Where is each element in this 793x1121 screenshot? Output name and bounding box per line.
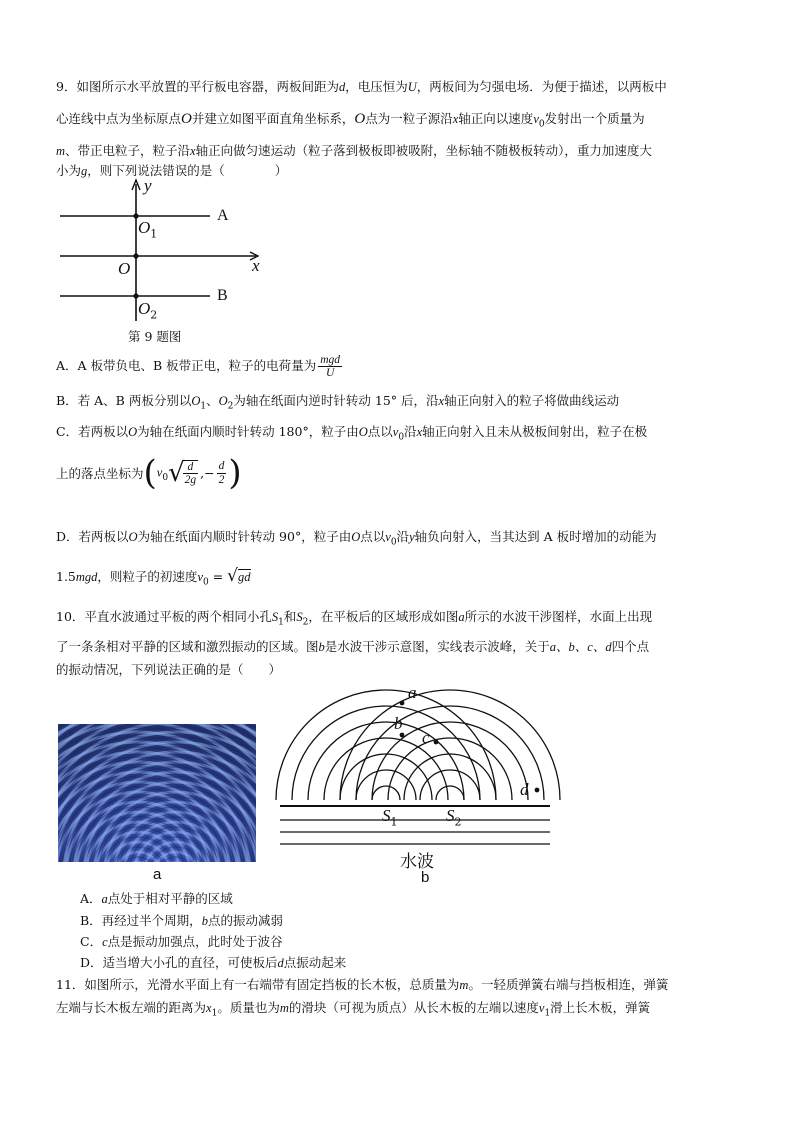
- o1-label: $O_1$: [138, 218, 158, 241]
- q10-stem-line-2: 了一条条相对平静的区域和激烈振动的区域。图b是水波干涉示意图，实线表示波峰，关于a、b、c、d四个点: [56, 639, 650, 654]
- q9-option-d: D．若两板以O为轴在纸面内顺时针转动 90°，粒子由O点以$v_0$沿y轴负向射入，当其达到 A 板时增加的动能为: [56, 529, 657, 548]
- water-wave-label: 水波: [400, 852, 434, 871]
- plate-a-label: A: [217, 207, 229, 224]
- point-d-dot: [535, 788, 540, 793]
- s1-label: $S_1$: [382, 806, 398, 829]
- wave-crest-arc: [388, 738, 512, 800]
- sqrt-symbol-2: √: [227, 566, 238, 586]
- interference-photo: [58, 724, 256, 862]
- point-a-label: a: [408, 683, 417, 702]
- q10-stem-line-3: 的振动情况，下列说法正确的是（ ）: [56, 662, 282, 677]
- y-fraction: $\frac{d}{2}$: [218, 460, 225, 486]
- wave-crest-arc: [436, 786, 464, 800]
- figure-b-label: b: [421, 869, 430, 886]
- point-b-label: b: [394, 714, 403, 733]
- q11-stem-line-1: 11．如图所示，光滑水平面上有一右端带有固定挡板的长木板，总质量为m。一轻质弹簧右端与挡板相连，弹簧: [56, 977, 669, 992]
- q9-option-c: C．若两板以O为轴在纸面内顺时针转动 180°，粒子由O点以$v_0$沿x轴正向射入且未从极板间射出，粒子在极: [56, 424, 648, 443]
- y-axis-label: y: [144, 176, 152, 195]
- interference-photo-drawing: [58, 724, 256, 862]
- point-o: [133, 253, 138, 258]
- wave-crest-arc: [340, 754, 432, 800]
- interference-diagram: [274, 686, 564, 851]
- charge-fraction: $\frac{\text{mgd}}{U}$: [320, 354, 341, 380]
- q9-option-a: A．A 板带负电、B 板带正电，粒子的电荷量为 $\frac{\text{mgd}}{U}$: [56, 354, 341, 380]
- point-o2: [133, 293, 138, 298]
- q10-option-d: D．适当增大小孔的直径，可使板后d点振动起来: [80, 955, 347, 970]
- q9-stem-line-1: 9．如图所示水平放置的平行板电容器，两板间距为d，电压恒为U，两板间为匀强电场．为便于描述，以两板中: [56, 79, 667, 94]
- q10-option-c: C．c点是振动加强点，此时处于波谷: [80, 934, 283, 949]
- left-paren: (: [143, 453, 157, 493]
- point-c-dot: [434, 740, 439, 745]
- wave-crest-arc: [372, 786, 400, 800]
- sqrt-symbol: √: [168, 458, 185, 488]
- s2-label: $S_2$: [446, 806, 462, 829]
- right-paren: ): [228, 453, 242, 493]
- q9-option-d-line-2: 1.5mgd，则粒子的初速度$v_0 = √gd$: [56, 566, 251, 588]
- point-a-dot: [400, 701, 405, 706]
- q9-stem-line-4: 小为g，则下列说法错误的是（ ）: [56, 163, 288, 178]
- q9-stem-line-3: m、带正电粒子，粒子沿x轴正向做匀速运动（粒子落到极板即被吸附，坐标轴不随极板转动），重力加速度大: [56, 143, 652, 158]
- q10-stem-line-1: 10．平直水波通过平板的两个相同小孔$S_1$和$S_2$，在平板后的区域形成如图a所示的水波干涉图样，水面上出现: [56, 609, 653, 628]
- q9-stem-line-2: 心连线中点为坐标原点O并建立如图平面直角坐标系，O点为一粒子源沿x轴正向以速度$v_0$发射出一个质量为: [56, 111, 645, 130]
- sqrt-fraction: $\frac{d}{2g}$: [184, 460, 197, 486]
- q9-option-b: B．若 A、B 两板分别以$O_1$、$O_2$为轴在纸面内逆时针转动 15° 后，沿x轴正向射入的粒子将做曲线运动: [56, 393, 620, 412]
- plate-b-label: B: [217, 287, 228, 304]
- figure-a-label: a: [153, 866, 162, 883]
- q9-capacitor-figure: [56, 176, 286, 326]
- wave-crest-arc: [404, 754, 496, 800]
- point-d-label: d: [520, 780, 529, 799]
- q9-option-c-line-2: 上的落点坐标为($v_0√$ $\frac{d}{2g}$ ,− $\frac{d}{2}$ ): [56, 453, 242, 493]
- q11-stem-line-2: 左端与长木板左端的距离为$x_1$。质量也为m的滑块（可视为质点）从长木板的左端以速度$v_1$滑上长木板，弹簧: [56, 1000, 651, 1019]
- q10-option-a: A．a点处于相对平静的区域: [80, 891, 233, 906]
- wave-crest-arc: [308, 722, 464, 800]
- point-c-label: c: [422, 728, 430, 747]
- q9-figure-caption: 第 9 题图: [128, 329, 182, 344]
- o-label: O: [118, 259, 131, 278]
- q10-option-b: B．再经过半个周期，b点的振动减弱: [80, 913, 283, 928]
- o2-label: $O_2$: [138, 299, 158, 322]
- x-axis-label: x: [252, 256, 260, 275]
